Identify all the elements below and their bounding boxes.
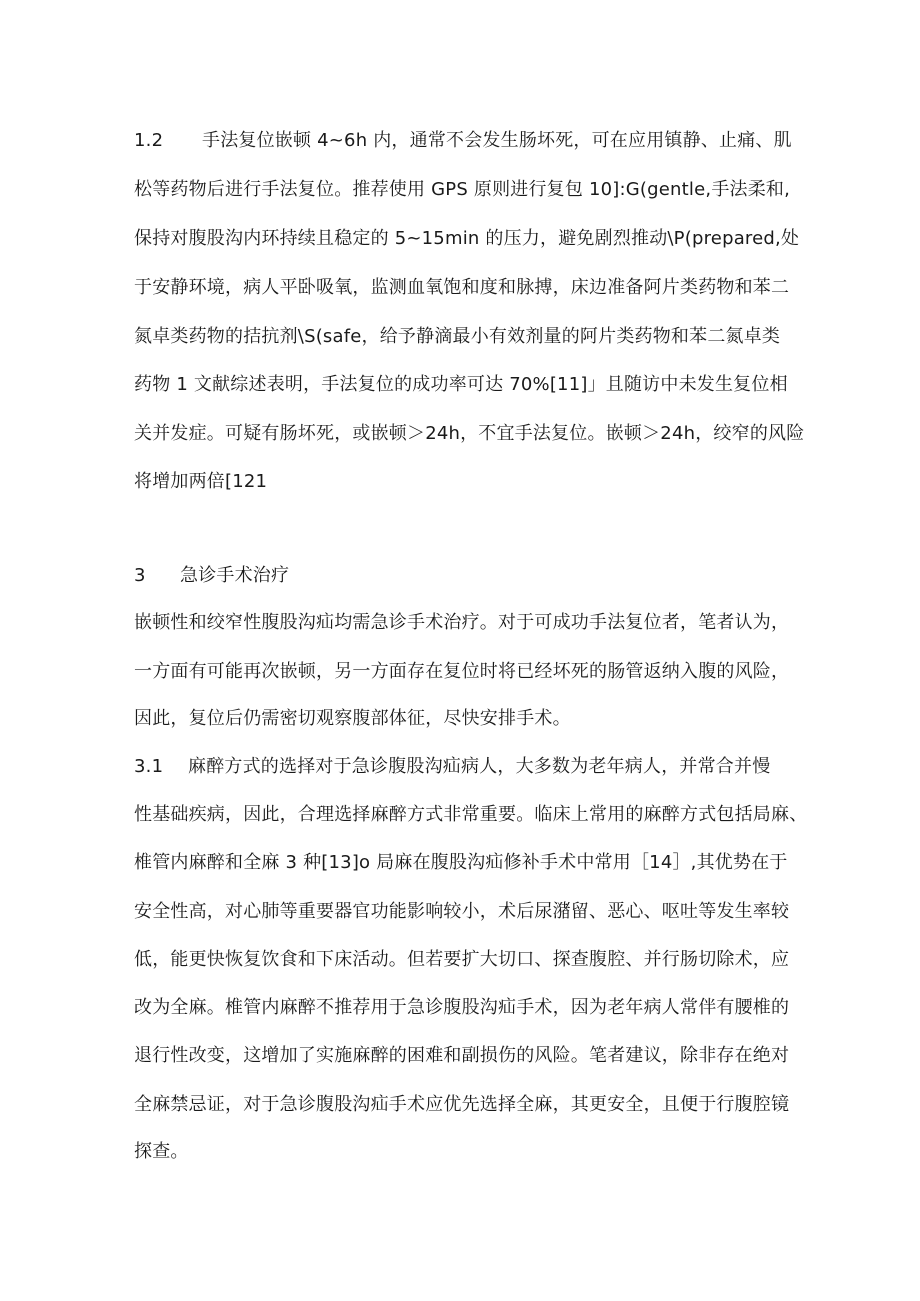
paragraph-line: 药物 1 文献综述表明，手法复位的成功率可达 70%[11]」且随访中未发生复位相 bbox=[134, 374, 788, 395]
section-number: 1.2 bbox=[134, 130, 164, 151]
paragraph-line: 关并发症。可疑有肠坏死，或嵌顿＞24h，不宜手法复位。嵌顿＞24h，绞窄的风险 bbox=[134, 423, 805, 444]
paragraph-line: 因此，复位后仍需密切观察腹部体征，尽快安排手术。 bbox=[134, 708, 571, 729]
paragraph-line: 一方面有可能再次嵌顿，另一方面存在复位时将已经坏死的肠管返纳入腹的风险， bbox=[134, 661, 790, 682]
section-heading bbox=[134, 563, 804, 589]
paragraph-line bbox=[134, 754, 804, 780]
section-number: 3 bbox=[134, 565, 146, 586]
paragraph-line: 氮卓类药物的拮抗剂\S(safe，给予静滴最小有效剂量的阿片类药物和苯二氮卓类 bbox=[134, 326, 781, 347]
section-number: 3.1 bbox=[134, 756, 164, 777]
paragraph-line: 松等药物后进行手法复位。推荐使用 GPS 原则进行复包 10]:G(gentle,手法柔和, bbox=[134, 179, 791, 200]
paragraph-line: 于安静环境，病人平卧吸氧，监测血氧饱和度和脉搏，床边准备阿片类药物和苯二 bbox=[134, 277, 790, 298]
paragraph-line: 全麻禁忌证，对于急诊腹股沟疝手术应优先选择全麻，其更安全，且便于行腹腔镜 bbox=[134, 1094, 790, 1115]
paragraph-text: 麻醉方式的选择对于急诊腹股沟疝病人，大多数为老年病人，并常合并慢 bbox=[188, 756, 771, 777]
paragraph-line: 椎管内麻醉和全麻 3 种[13]o 局麻在腹股沟疝修补手术中常用［14］,其优势在于 bbox=[134, 852, 788, 873]
paragraph-line: 保持对腹股沟内环持续且稳定的 5~15min 的压力，避免剧烈推动\P(prepared,处 bbox=[134, 228, 800, 249]
paragraph-line: 性基础疾病，因此，合理选择麻醉方式非常重要。临床上常用的麻醉方式包括局麻、 bbox=[134, 804, 808, 825]
paragraph-line: 低，能更快恢复饮食和下床活动。但若要扩大切口、探查腹腔、并行肠切除术，应 bbox=[134, 949, 790, 970]
paragraph-line: 安全性高，对心肺等重要器官功能影响较小，术后尿潴留、恶心、呕吐等发生率较 bbox=[134, 901, 790, 922]
paragraph-line: 改为全麻。椎管内麻醉不推荐用于急诊腹股沟疝手术，因为老年病人常伴有腰椎的 bbox=[134, 997, 790, 1018]
section-title: 急诊手术治疗 bbox=[180, 565, 290, 586]
paragraph-line: 退行性改变，这增加了实施麻醉的困难和副损伤的风险。笔者建议，除非存在绝对 bbox=[134, 1045, 790, 1066]
paragraph-line: 嵌顿性和绞窄性腹股沟疝均需急诊手术治疗。对于可成功手法复位者，笔者认为， bbox=[134, 612, 790, 633]
paragraph-line: 将增加两倍[121 bbox=[134, 471, 268, 492]
paragraph-line bbox=[134, 128, 804, 154]
paragraph-text: 手法复位嵌顿 4~6h 内，通常不会发生肠坏死，可在应用镇静、止痛、肌 bbox=[202, 130, 792, 151]
paragraph-line: 探查。 bbox=[134, 1141, 189, 1162]
